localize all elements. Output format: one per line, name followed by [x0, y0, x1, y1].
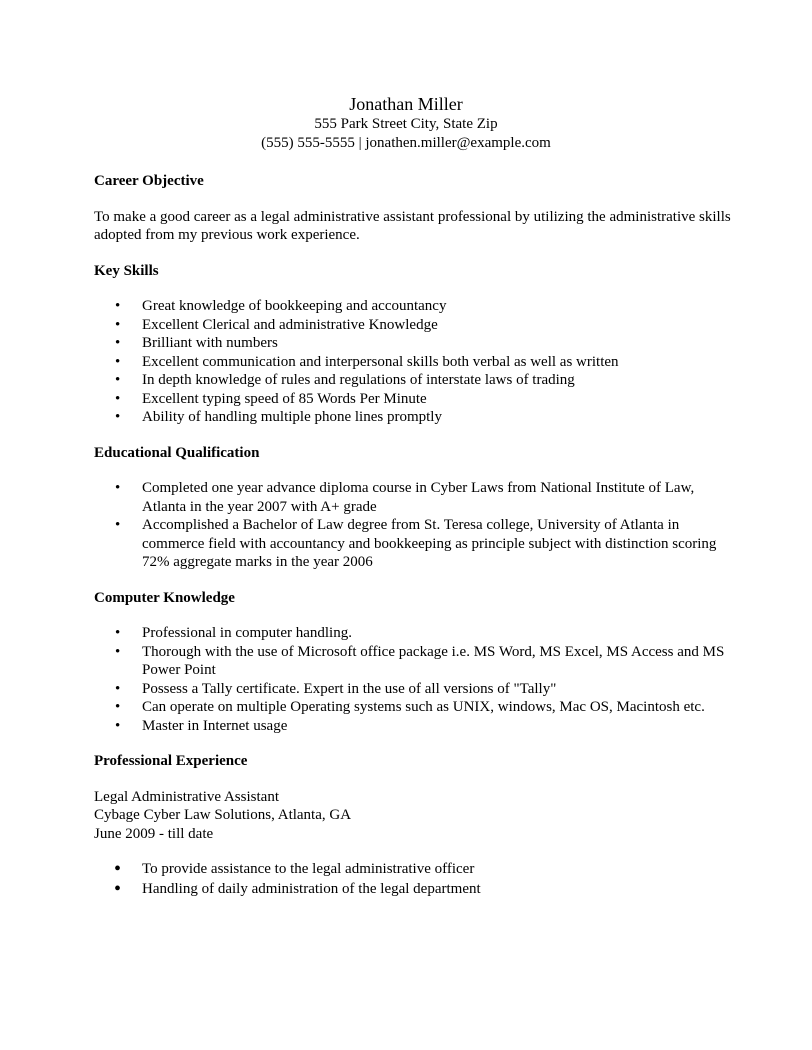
job-title: Legal Administrative Assistant — [94, 788, 279, 805]
bullet-icon: • — [114, 858, 122, 880]
address-line: 555 Park Street City, State Zip — [314, 116, 498, 132]
company-name: Cybage Cyber Law Solutions, Atlanta, GA — [94, 807, 352, 823]
list-item: • Handling of daily administration of the legal department — [114, 877, 481, 900]
computer-knowledge-heading: Computer Knowledge — [94, 589, 235, 606]
bullet-icon: • — [115, 643, 121, 660]
bullet-icon: • — [115, 409, 121, 425]
list-item: • Excellent typing speed of 85 Words Per Minute — [115, 390, 427, 407]
bullet-icon: • — [114, 877, 122, 900]
list-item: • In depth knowledge of rules and regulations of interstate laws of trading — [115, 372, 575, 388]
list-item: • Excellent communication and interpersonal skills both verbal as well as written — [115, 353, 619, 370]
experience-list — [94, 860, 734, 899]
bullet-icon: • — [115, 335, 121, 351]
list-item: • Professional in computer handling. — [115, 625, 352, 641]
list-item: • Brilliant with numbers — [115, 335, 278, 351]
list-item: • Accomplished a Bachelor of Law degree from St. Teresa college, University of Atlanta in commerce field with accountancy and bookkeeping as principle subject with distinction scoring 72% aggregate marks in the year 2006 — [115, 517, 717, 570]
experience-heading: Professional Experience — [94, 753, 248, 769]
list-item: • Excellent Clerical and administrative Knowledge — [115, 316, 438, 333]
bullet-icon: • — [115, 316, 121, 333]
key-skills-list — [94, 297, 734, 427]
list-item: • Ability of handling multiple phone lines promptly — [115, 409, 442, 425]
candidate-name: Jonathan Miller — [349, 94, 463, 114]
list-item: • Great knowledge of bookkeeping and accountancy — [115, 298, 447, 314]
bullet-icon: • — [115, 372, 121, 388]
bullet-icon: • — [115, 353, 121, 370]
bullet-icon: • — [115, 298, 121, 314]
job-dates: June 2009 - till date — [94, 825, 214, 842]
bullet-icon: • — [115, 390, 121, 407]
resume-header — [94, 93, 718, 152]
education-heading: Educational Qualification — [94, 444, 260, 461]
bullet-icon: • — [115, 717, 121, 734]
bullet-icon: • — [115, 517, 121, 533]
resume-page — [94, 93, 734, 899]
list-item: • Completed one year advance diploma course in Cyber Laws from National Institute of Law, Atlanta in the year 2007 with A+ grade — [115, 480, 695, 515]
contact-line: (555) 555-5555 | jonathen.miller@example.com — [261, 134, 551, 151]
list-item: • Master in Internet usage — [115, 717, 288, 734]
education-list — [94, 479, 734, 572]
job-details — [94, 788, 734, 844]
bullet-icon: • — [115, 699, 121, 715]
career-objective-text: To make a good career as a legal administrative assistant professional by utilizing the administrative skills adopted from my previous work experience. — [94, 208, 731, 243]
bullet-icon: • — [115, 625, 121, 641]
list-item: • To provide assistance to the legal administrative officer — [114, 858, 475, 880]
computer-knowledge-list — [94, 624, 734, 735]
key-skills-heading: Key Skills — [94, 262, 159, 279]
bullet-icon: • — [115, 480, 121, 496]
list-item: • Possess a Tally certificate. Expert in the use of all versions of "Tally" — [115, 680, 557, 697]
career-objective-heading: Career Objective — [94, 173, 204, 189]
bullet-icon: • — [115, 680, 121, 697]
list-item: • Thorough with the use of Microsoft office package i.e. MS Word, MS Excel, MS Access and MS Power Point — [115, 643, 725, 678]
list-item: • Can operate on multiple Operating systems such as UNIX, windows, Mac OS, Macintosh etc. — [115, 699, 705, 715]
